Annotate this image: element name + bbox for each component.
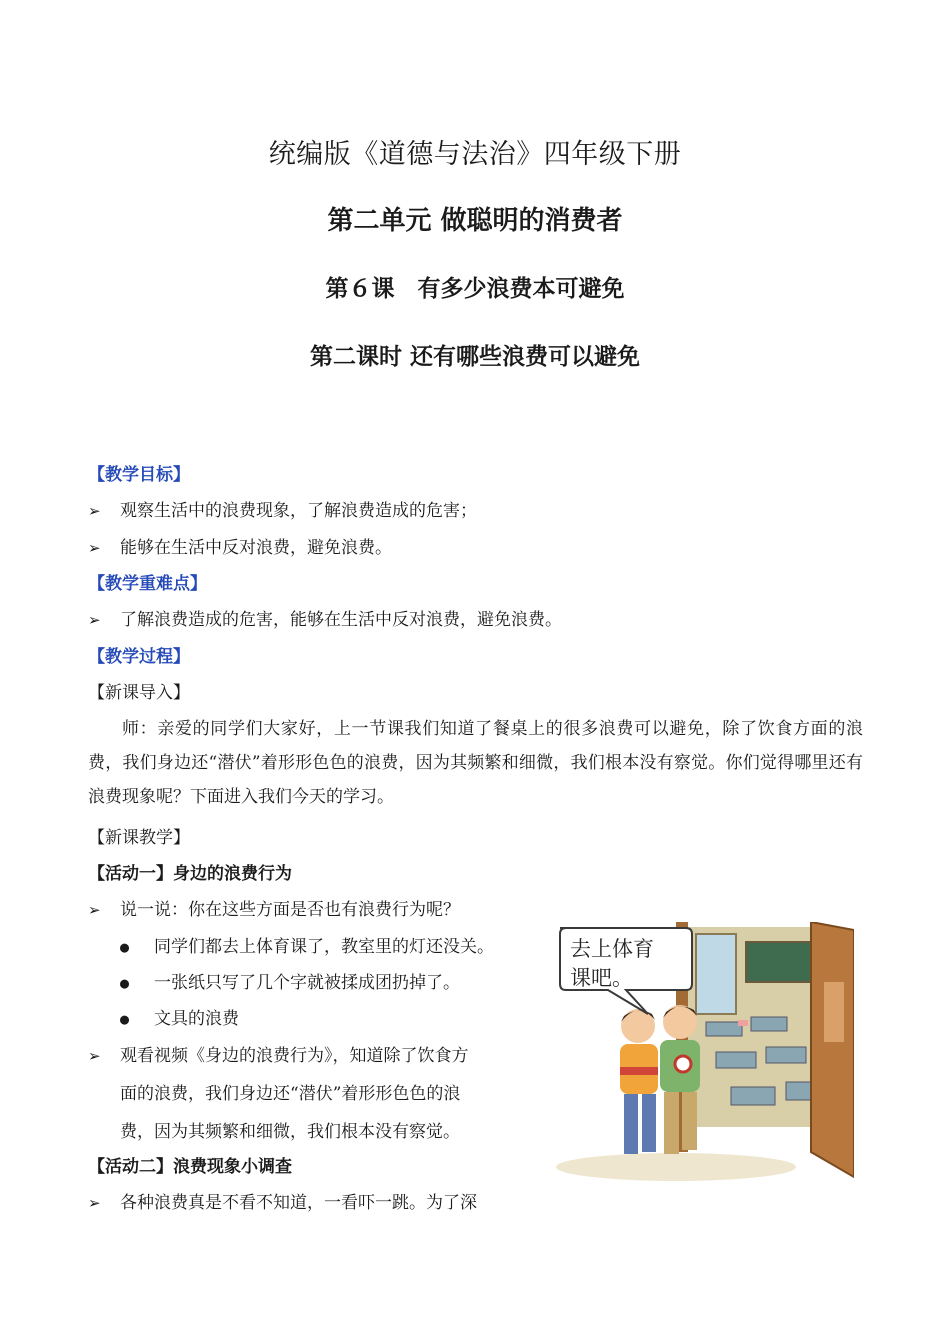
dot-bullet-icon: ● xyxy=(120,1010,130,1028)
teaching-heading: 【新课教学】 xyxy=(88,828,190,848)
boy-leg xyxy=(682,1092,697,1150)
arrow-bullet-icon: ➢ xyxy=(88,1047,101,1065)
window xyxy=(696,934,736,1014)
speech-bubble-text: 去上体育 课吧。 xyxy=(570,937,654,990)
objective-item: ➢ 观察生活中的浪费现象，了解浪费造成的危害； xyxy=(88,501,477,521)
intro-paragraph: 师：亲爱的同学们大家好，上一节课我们知道了餐桌上的很多浪费可以避免，除了饮食方面的浪费，我们身边还“潜伏”着形形色色的浪费，因为其频繁和细微，我们根本没有察觉。你们觉得哪里还有浪费现象呢？下面进入我们今天的学习。 xyxy=(88,719,863,807)
unit-title: 第二单元 做聪明的消费者 xyxy=(327,206,623,236)
arrow-bullet-icon: ➢ xyxy=(88,611,101,629)
desk-paper xyxy=(738,1020,748,1026)
activity2-heading: 【活动二】浪费现象小调查 xyxy=(88,1157,292,1177)
floor-shadow xyxy=(556,1153,796,1181)
activity1-bullet-item: ● 一张纸只写了几个字就被揉成团扔掉了。 xyxy=(120,973,460,993)
document-title: 统编版《道德与法治》四年级下册 xyxy=(268,139,682,170)
blackboard xyxy=(746,942,816,982)
boy-leg xyxy=(624,1094,638,1154)
activity2-line: ➢ 各种浪费真是不看不知道，一看吓一跳。为了深 xyxy=(88,1193,477,1213)
classroom-door xyxy=(811,922,854,1177)
arrow-bullet-icon: ➢ xyxy=(88,539,101,557)
activity1-video-line: 面的浪费，我们身边还“潜伏”着形形色色的浪 xyxy=(120,1084,461,1104)
objectives-heading: 【教学目标】 xyxy=(88,465,190,485)
boy-leg xyxy=(664,1092,679,1154)
activity1-video-line: 费，因为其频繁和细微，我们根本没有察觉。 xyxy=(120,1122,460,1142)
key-points-heading: 【教学重难点】 xyxy=(88,574,207,594)
arrow-bullet-icon: ➢ xyxy=(88,1194,101,1212)
arrow-bullet-icon: ➢ xyxy=(88,502,101,520)
activity1-video-line: ➢ 观看视频《身边的浪费行为》，知道除了饮食方 xyxy=(88,1046,469,1066)
arrow-bullet-icon: ➢ xyxy=(88,901,101,919)
door-panel xyxy=(824,982,844,1042)
dot-bullet-icon: ● xyxy=(120,974,130,992)
shirt-stripe xyxy=(620,1067,658,1075)
lesson-title: 第６课 有多少浪费本可避免 xyxy=(325,275,625,302)
boy-leg xyxy=(642,1094,656,1152)
activity1-prompt: ➢ 说一说：你在这些方面是否也有浪费行为呢？ xyxy=(88,900,460,920)
intro-heading: 【新课导入】 xyxy=(88,683,190,703)
objective-item: ➢ 能够在生活中反对浪费，避免浪费。 xyxy=(88,538,392,558)
activity1-bullet-item: ● 同学们都去上体育课了，教室里的灯还没关。 xyxy=(120,937,494,957)
activity1-bullet-item: ● 文具的浪费 xyxy=(120,1009,239,1029)
process-heading: 【教学过程】 xyxy=(88,647,190,667)
dot-bullet-icon: ● xyxy=(120,938,130,956)
activity1-heading: 【活动一】身边的浪费行为 xyxy=(88,864,292,884)
period-title: 第二课时 还有哪些浪费可以避免 xyxy=(309,343,640,370)
shirt-badge xyxy=(675,1056,691,1072)
key-point-item: ➢ 了解浪费造成的危害，能够在生活中反对浪费，避免浪费。 xyxy=(88,610,562,630)
